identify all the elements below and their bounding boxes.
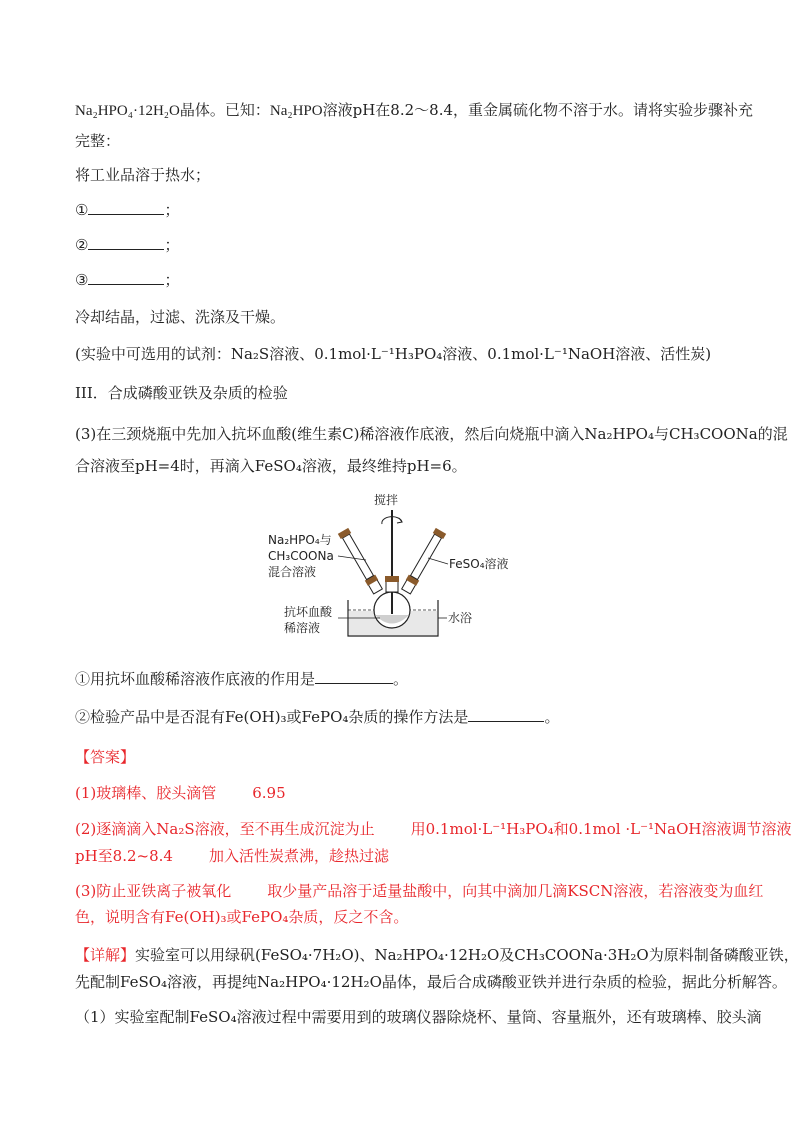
right-dropping-funnel (411, 534, 442, 580)
answer-1 (75, 782, 286, 804)
rotation-arrow-head (397, 518, 402, 523)
answer-3-part-b: 取少量产品溶于适量盐酸中，向其中滴加几滴KSCN溶液，若溶液变为血红 (267, 882, 764, 900)
section-heading: III．合成磷酸亚铁及杂质的检验 (75, 384, 288, 402)
q3-line-1: (3)在三颈烧瓶中先加入抗坏血酸(维生素C)稀溶液作底液，然后向烧瓶中滴入Na₂HPO₄与CH₃COONa的混 (75, 425, 788, 443)
left-label-3: 混合溶液 (268, 565, 317, 579)
left-dropping-funnel (343, 534, 374, 580)
intro-line-1 (75, 99, 753, 122)
step-marker: ① (75, 201, 89, 219)
left-label-1: Na₂HPO₄与 (268, 533, 332, 547)
question-2-text: ②检验产品中是否混有Fe(OH)₃或FePO₄杂质的操作方法是 (75, 708, 469, 726)
intro-line-7: 冷却结晶，过滤、洗涤及干燥。 (75, 308, 286, 326)
bath-label: 水浴 (448, 611, 473, 625)
intro-line-2: 完整： (75, 132, 121, 150)
step-1 (75, 199, 179, 221)
chem-formula: Na₂HPO₄·12H₂O (75, 103, 180, 119)
answer-2-line-2 (75, 845, 389, 867)
apparatus-diagram (268, 492, 518, 640)
answer-1-value: 6.95 (252, 784, 286, 802)
bottom-left-label-1: 抗坏血酸 (284, 605, 333, 619)
detail-tag: 【详解】 (75, 946, 136, 964)
left-funnel-group (338, 528, 383, 595)
q3-line-2: 合溶液至pH=4时，再滴入FeSO₄溶液，最终维持pH=6。 (75, 457, 467, 475)
answer-blank[interactable] (88, 270, 164, 285)
answer-3-part-a: (3)防止亚铁离子被氧化 (75, 882, 232, 900)
intro-text: 晶体。已知： (179, 101, 270, 119)
chem-formula: Na₂HPO (269, 103, 323, 119)
step-end: ； (164, 201, 180, 219)
question-1-end: 。 (393, 670, 409, 688)
step-marker: ③ (75, 271, 89, 289)
right-label: FeSO₄溶液 (449, 557, 509, 571)
answer-2-part-d: 加入活性炭煮沸，趁热过滤 (208, 847, 389, 865)
answer-blank[interactable] (88, 200, 164, 215)
stir-label: 搅拌 (374, 493, 399, 507)
left-label-2: CH₃COONa (268, 549, 334, 563)
detail-line-2: 先配制FeSO₄溶液，再提纯Na₂HPO₄·12H₂O晶体，最后合成磷酸亚铁并进行杂质的检验，据此分析解答。 (75, 973, 787, 991)
question-2-end: 。 (544, 708, 560, 726)
right-leader-line (428, 558, 448, 564)
question-2 (75, 706, 559, 728)
detail-text: 实验室可以用绿矾(FeSO₄·7H₂O)、Na₂HPO₄·12H₂O及CH₃COONa·3H₂O为原料制备磷酸亚铁， (135, 946, 799, 964)
intro-text: 溶液pH在8.2～8.4，重金属硫化物不溶于水。请将实验步骤补充 (322, 101, 754, 119)
answer-1-text: (1)玻璃棒、胶头滴管 (75, 784, 217, 802)
answer-blank[interactable] (315, 669, 393, 684)
step-marker: ② (75, 236, 89, 254)
detail-line-1 (75, 944, 799, 966)
step-3 (75, 269, 179, 291)
intro-line-3: 将工业品溶于热水； (75, 166, 211, 184)
step-end: ； (164, 236, 180, 254)
bottom-left-label-2: 稀溶液 (284, 621, 321, 635)
detail-line-3: （1）实验室配制FeSO₄溶液过程中需要用到的玻璃仪器除烧杯、量筒、容量瓶外，还有玻璃棒、胶头滴 (75, 1008, 762, 1026)
answer-3-line-2: 色，说明含有Fe(OH)₃或FePO₄杂质，反之不含。 (75, 908, 409, 926)
intro-line-8: (实验中可选用的试剂：Na₂S溶液、0.1mol·L⁻¹H₃PO₄溶液、0.1mol·L⁻¹NaOH溶液、活性炭) (75, 345, 712, 363)
question-1-text: ①用抗坏血酸稀溶液作底液的作用是 (75, 670, 316, 688)
answer-2-part-b: 用0.1mol·L⁻¹H₃PO₄和0.1mol ·L⁻¹NaOH溶液调节溶液 (410, 820, 792, 838)
answer-2-part-a: (2)逐滴滴入Na₂S溶液，至不再生成沉淀为止 (75, 820, 375, 838)
answer-2-part-c: pH至8.2~8.4 (75, 847, 173, 865)
center-stopper (385, 576, 399, 582)
answer-3-line-1 (75, 880, 763, 902)
step-2 (75, 234, 179, 256)
question-1 (75, 668, 408, 690)
step-end: ； (164, 271, 180, 289)
answer-heading: 【答案】 (75, 748, 136, 766)
answer-blank[interactable] (468, 707, 544, 722)
answer-2-line-1 (75, 818, 791, 840)
answer-blank[interactable] (88, 235, 164, 250)
